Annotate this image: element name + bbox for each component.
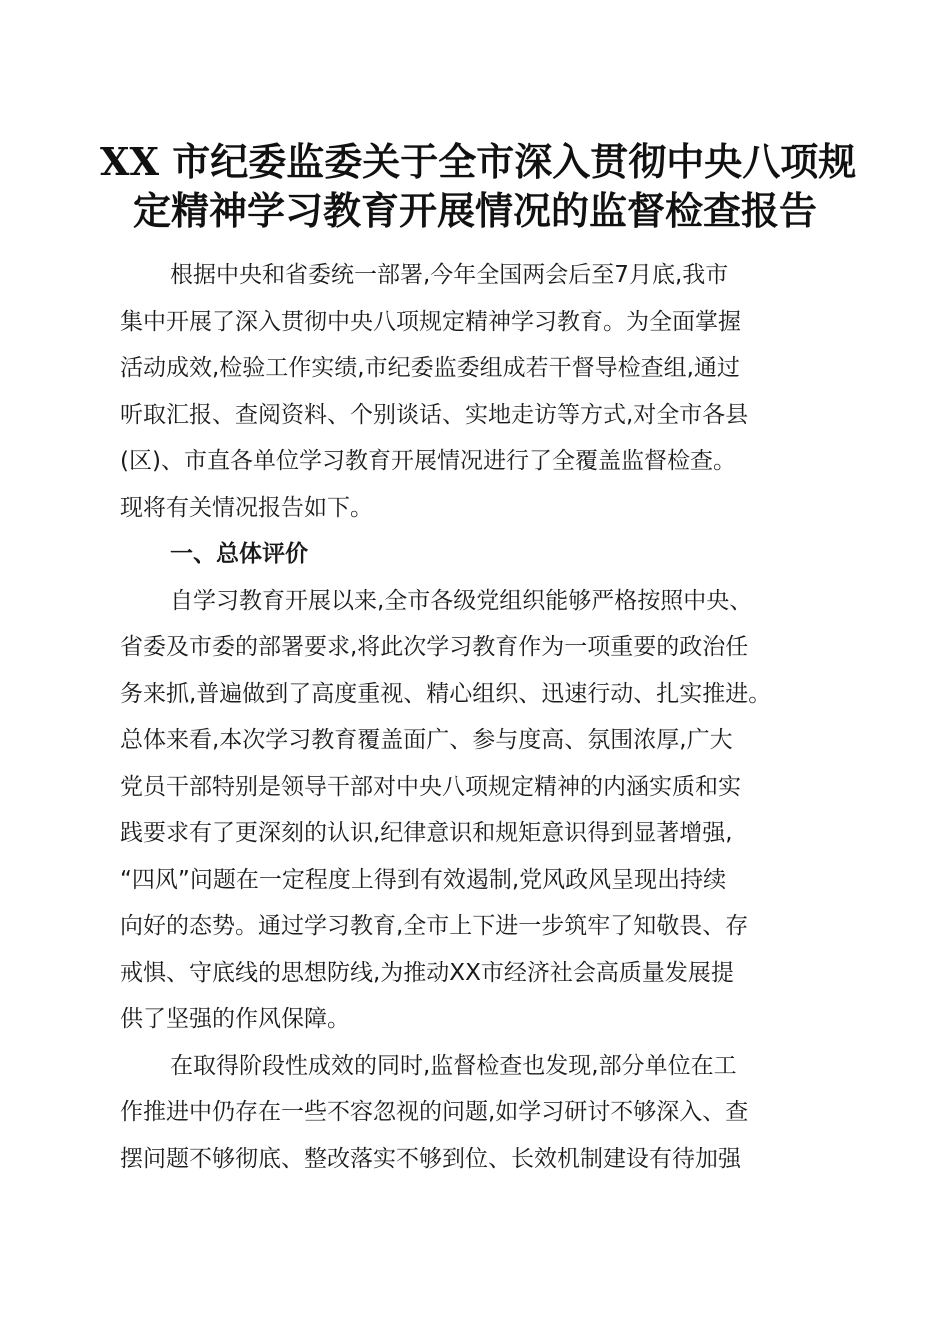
paragraph-line: 自学习教育开展以来,全市各级党组织能够严格按照中央、 — [170, 587, 753, 614]
paragraph-line: 在取得阶段性成效的同时,监督检查也发现,部分单位在工 — [170, 1052, 737, 1079]
paragraph-line: 总体来看,本次学习教育覆盖面广、参与度高、氛围浓厚,广大 — [120, 727, 733, 753]
paragraph-line: 听取汇报、查阅资料、个别谈话、实地走访等方式,对全市各县 — [120, 401, 749, 428]
section-heading: 一、总体评价 — [170, 541, 308, 567]
title-line-1: XX 市纪委监委关于全市深入贯彻中央八项规 — [100, 139, 857, 184]
title-line-2: 定精神学习教育开展情况的监督检查报告 — [132, 188, 817, 233]
paragraph-line: 根据中央和省委统一部署,今年全国两会后至7月底,我市 — [170, 262, 729, 288]
paragraph-line: 摆问题不够彻底、整改落实不够到位、长效机制建设有待加强 — [120, 1145, 741, 1172]
paragraph-line: 戒惧、守底线的思想防线,为推动XX市经济社会高质量发展提 — [120, 959, 734, 986]
paragraph-line: 集中开展了深入贯彻中央八项规定精神学习教育。为全面掌握 — [120, 308, 741, 335]
paragraph-problems — [120, 1043, 840, 1183]
paragraph-intro — [120, 252, 840, 531]
paragraph-line: (区)、市直各单位学习教育开展情况进行了全覆盖监督检查。 — [120, 448, 736, 474]
paragraph-line: “四风”问题在一定程度上得到有效遏制,党风政风呈现出持续 — [120, 866, 727, 893]
paragraph-line: 供了坚强的作风保障。 — [120, 1006, 350, 1032]
paragraph-line: 作推进中仍存在一些不容忽视的问题,如学习研讨不够深入、查 — [120, 1099, 749, 1125]
paragraph-line: 党员干部特别是领导干部对中央八项规定精神的内涵实质和实 — [120, 773, 741, 800]
document-body — [120, 252, 840, 1182]
paragraph-line: 现将有关情况报告如下。 — [120, 494, 373, 521]
paragraph-evaluation — [120, 578, 840, 1043]
paragraph-line: 务来抓,普遍做到了高度重视、精心组织、迅速行动、扎实推进。 — [120, 680, 772, 707]
document-title — [100, 137, 857, 235]
paragraph-line: 向好的态势。通过学习教育,全市上下进一步筑牢了知敬畏、存 — [120, 913, 749, 939]
paragraph-line: 省委及市委的部署要求,将此次学习教育作为一项重要的政治任 — [120, 634, 749, 660]
paragraph-line: 活动成效,检验工作实绩,市纪委监委组成若干督导检查组,通过 — [120, 355, 740, 381]
paragraph-line: 践要求有了更深刻的认识,纪律意识和规矩意识得到显著增强, — [120, 820, 733, 846]
